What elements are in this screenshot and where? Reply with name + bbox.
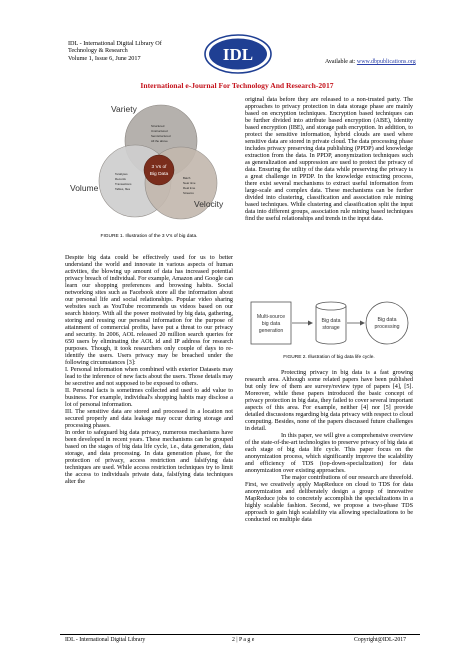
volume-item: Transactions [115, 182, 132, 186]
availability-line [325, 59, 416, 65]
volume-item: Tables, files [115, 187, 131, 191]
paragraph: Protecting privacy in big data is a fast growing research area. Although some related papers have been published but only few of them are survey/review type of papers [4], [5]. Moreover, while these papers introduced the basic concept of privacy protection in big data, they failed to cover several important aspects of this area. For example, neither [4] nor [5] provide detailed discussions regarding big data privacy with respect to cloud computing. Besides, none of the papers discussed future challenges in detail. [245, 370, 413, 432]
velocity-label: Velocity [194, 199, 224, 209]
header-line3: Volume 1, Issue 6, June 2017 [68, 54, 141, 62]
paragraph: In order to safeguard big data privacy, numerous mechanisms have been developed in recent years. These mechanisms can be grouped based on the stages of big data life cycle, i.e., data generation, data storage, and data processing. In data generation phase, for the protection of privacy, access restriction and falsifying data techniques are used. While access restriction techniques try to limit the access to individuals private data, falsifying data techniques alter the [65, 430, 233, 485]
left-column [65, 255, 233, 486]
velocity-item: Near time [183, 181, 196, 185]
arrow-head [360, 321, 365, 326]
velocity-item: Streams [183, 191, 194, 195]
generation-box-line2: big data [261, 321, 281, 327]
available-prefix: Available at: [325, 59, 356, 65]
volume-label: Volume [70, 183, 99, 193]
logo-text: IDL [222, 45, 254, 64]
variety-item: All the above [151, 139, 168, 143]
publisher-link[interactable]: www.dbpublications.org [356, 59, 416, 65]
footer-divider [60, 634, 420, 635]
arrow-head [308, 321, 313, 326]
page-number: 2 | P a g e [232, 637, 255, 643]
velocity-item: Batch [183, 176, 191, 180]
list-item: I. Personal information when combined with exterior Datasets may lead to the inference of new facts about the users. Those details may be secretive and not supposed to be exposed to others. [65, 367, 233, 387]
list-item: II. Personal facts is sometimes collected and used to add value to business. For example, individual's shopping habits may disclose a lot of personal information. [65, 388, 233, 408]
figure2-caption: FIGURE 2. Illustration of big data life cycle. [283, 355, 375, 360]
paragraph: The major contributions of our research are threefold. First, we creatively apply MapReduce on cloud to TDS for data anonymization and deliberately design a group of innovative MapReduce jobs to concretely accomplish the specializations in a highly scalable fashion. Second, we propose a two-phase TDS approach to gain high scalability via allowing specializations to be conducted on multiple data [245, 475, 413, 523]
velocity-item: Real time [183, 186, 196, 190]
right-column-top [245, 97, 413, 223]
list-item: III. The sensitive data are stored and processed in a location not secured properly and data leakage may occur during storage and processing phases. [65, 409, 233, 429]
center-label-line1: 3 Vs of [151, 165, 167, 170]
variety-label: Variety [111, 104, 137, 114]
variety-item: Structured [151, 124, 165, 128]
center-circle [144, 155, 174, 185]
processing-circle [366, 302, 408, 344]
paragraph: original data before they are released to a non-trusted party. The approaches to privacy protection in data storage phase are mainly based on encryption techniques. Encryption based techniques can be further divided into attribute based encryption (ABE), Identity based encryption (IBE), and storage path encryption. In addition, to protect the sensitive information, hybrid clouds are used where sensitive data are stored in private cloud. The data processing phase includes privacy preserving data publishing (PPDP) and knowledge extraction from the data. In PPDP, anonymization techniques such as generalization and suppression are used to protect the privacy of data. Ensuring the utility of the data while preserving the privacy is a great challenge in PPDP. In the knowledge extracting process, there exist several mechanisms to extract useful information from large-scale and complex data. These mechanisms can be further divided into clustering, classification and association rule mining based techniques. While clustering and classification split the input data into different groups, association rule mining based techniques find the useful relationships and trends in the input data. [245, 97, 413, 222]
footer-right: Copyright@IDL-2017 [354, 637, 407, 643]
journal-title: International e-Journal For Technology And Research-2017 [140, 81, 334, 90]
storage-box-line1: Big data [321, 318, 341, 324]
paragraph: In this paper, we will give a comprehensive overview of the state-of-the-art technologies to preserve privacy of big data at each stage of big data life cycle. This paper focus on the anonymization process, which significantly improve the scalability and efficiency of TDS (top-down-specialization) for data anonymization over existing approaches. [245, 433, 413, 474]
journal-header [68, 40, 162, 62]
right-column-bottom [245, 370, 413, 524]
idl-logo [203, 33, 273, 75]
processing-box-line1: Big data [377, 317, 397, 323]
storage-box-line2: storage [322, 325, 340, 331]
header-line1: IDL - International Digital Library Of [68, 40, 162, 47]
paragraph: Despite big data could be effectively used for us to better understand the world and innovate in various aspects of human activities, the blowing up amount of data has increased potential privacy breach of individual. For example, Amazon and Google can learn our shopping preferences and browsing habits. Social networking sites such as Facebook store all the information about our personal life and social relationships. Popular video sharing websites such as YouTube recommends us videos based on our search history. With all the power motivated by big data, gathering, storing and reusing our personal information for the purpose of attainment of commercial profits, have put a threat to our privacy and security. In 2006, AOL released 20 million search queries for 650 users by eliminating the AOL id and IP address for research purposes. Though, it took researchers only couple of days to re-identify the users. Users privacy may be breached under the following circumstances [3]: [65, 255, 233, 366]
center-label-line2: Big Data [149, 172, 169, 177]
variety-item: Unstructured [151, 129, 168, 133]
figure1-caption: FIGURE 1. Illustration of the 3 V's of big data. [100, 234, 198, 239]
processing-box-line2: processing [374, 324, 400, 330]
big-data-life-cycle-diagram [248, 292, 413, 352]
generation-box-line1: Multi-source [256, 314, 286, 320]
footer-left: IDL - International Digital Library [65, 637, 146, 643]
volume-item: Records [115, 177, 126, 181]
storage-cylinder-top [316, 302, 346, 310]
generation-box-line3: generation [258, 328, 284, 334]
header-line2: Technology & Research [68, 47, 128, 55]
volume-item: Terabytes [115, 172, 128, 176]
three-vs-venn-diagram [70, 95, 225, 230]
variety-item: Semistructured [151, 134, 171, 138]
